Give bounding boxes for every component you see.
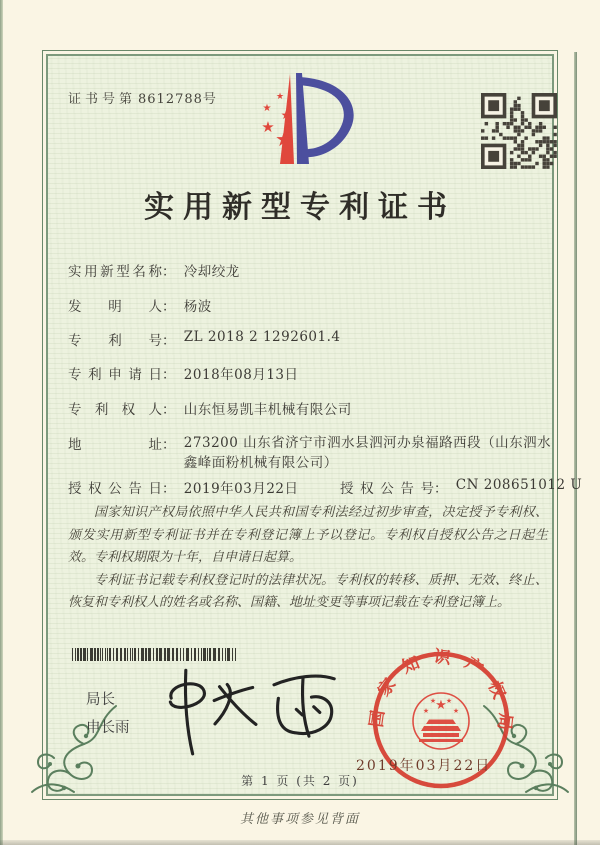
svg-text:★: ★ [422, 707, 430, 715]
field-value: 冷却绞龙 [183, 264, 240, 280]
field-colon: ： [162, 367, 176, 383]
star-icon: ★ [262, 103, 272, 114]
field-value: 2018年08月13日 [183, 367, 299, 383]
field-value: 273200 山东省济宁市泗水县泗河办泉福路西段（山东泗水鑫峰面粉机械有限公司） [183, 435, 552, 471]
grant-number-value: CN 208651012 U [455, 477, 583, 493]
cnipa-logo [236, 62, 366, 177]
field-value: 山东恒易凯丰机械有限公司 [183, 402, 352, 418]
field-label: 地址 [68, 437, 162, 453]
director-name: 申长雨 [86, 720, 130, 736]
national-emblem-icon [413, 693, 469, 749]
field-label: 实用新型名称 [68, 264, 162, 280]
field-row-patentee [68, 398, 352, 418]
page-title: 实用新型专利证书 [144, 190, 456, 225]
field-row-name [68, 260, 240, 280]
director-title: 局长 [86, 692, 115, 708]
legal-paragraph: 国家知识产权局依照中华人民共和国专利法经过初步审查，决定授予专利权、颁发实用新型专利证书并在专利登记簿上予以登记。专利权自授权公告之日起生效。专利权期限为十年，自申请日起算。 [68, 505, 548, 565]
certificate-number-prefix: 证书号第 [68, 92, 137, 107]
field-value: 杨波 [183, 299, 212, 315]
field-colon: ： [162, 402, 176, 418]
star-icon: ★ [275, 127, 293, 151]
field-label: 授权公告号 [340, 481, 434, 497]
qr-code [481, 93, 557, 169]
director-signature [156, 657, 344, 761]
field-label: 专利权人 [68, 402, 162, 418]
star-icon: ★ [280, 108, 292, 122]
field-label: 专利申请日 [68, 367, 162, 383]
cnipa-logo-icon [236, 62, 366, 177]
svg-text:★: ★ [429, 697, 437, 705]
field-row-address [68, 433, 556, 473]
field-label: 发明人 [68, 299, 162, 315]
qr-code-icon [481, 93, 557, 169]
field-row-inventor [68, 295, 212, 315]
seal-text: 国家知识产权局 [366, 646, 516, 745]
field-row-grant [68, 477, 583, 497]
field-label: 授权公告日 [68, 481, 162, 497]
svg-text:★: ★ [452, 707, 460, 715]
grant-number-field [340, 477, 582, 497]
legal-paragraph: 专利证书记载专利权登记时的法律状况。专利权的转移、质押、无效、终止、恢复和专利权人的姓名或名称、国籍、地址变更等事项记载在专利登记簿上。 [68, 572, 548, 610]
field-colon: ： [162, 437, 176, 453]
field-colon: ： [434, 481, 448, 497]
svg-text:★: ★ [435, 698, 447, 713]
certificate-number [68, 88, 216, 107]
field-colon: ： [162, 481, 176, 497]
page-number: 第 1 页 (共 2 页) [241, 774, 359, 788]
certificate-number-value: 8612788 [138, 92, 203, 107]
certificate-number-suffix: 号 [202, 92, 216, 107]
director-block [86, 686, 130, 742]
seal-date: 2019年03月22日 [356, 758, 492, 774]
field-row-patent-number [68, 329, 340, 349]
field-label: 专利号 [68, 333, 162, 349]
signature-ink-icon [156, 657, 344, 761]
field-row-filing-date [68, 363, 299, 383]
field-colon: ： [162, 333, 176, 349]
barcode [70, 646, 238, 659]
svg-text:★: ★ [445, 697, 453, 705]
scan-edge-bottom [0, 840, 600, 845]
field-colon: ： [162, 299, 176, 315]
grant-date-value: 2019年03月22日 [183, 481, 299, 497]
back-note: 其他事项参见背面 [239, 812, 360, 827]
star-icon: ★ [275, 92, 285, 102]
barcode-icon [70, 648, 238, 661]
field-colon: ： [162, 264, 176, 280]
field-value: ZL 2018 2 1292601.4 [183, 329, 341, 345]
star-icon: ★ [261, 118, 275, 136]
scan-edge-left [0, 0, 3, 845]
legal-text-block [68, 502, 548, 615]
